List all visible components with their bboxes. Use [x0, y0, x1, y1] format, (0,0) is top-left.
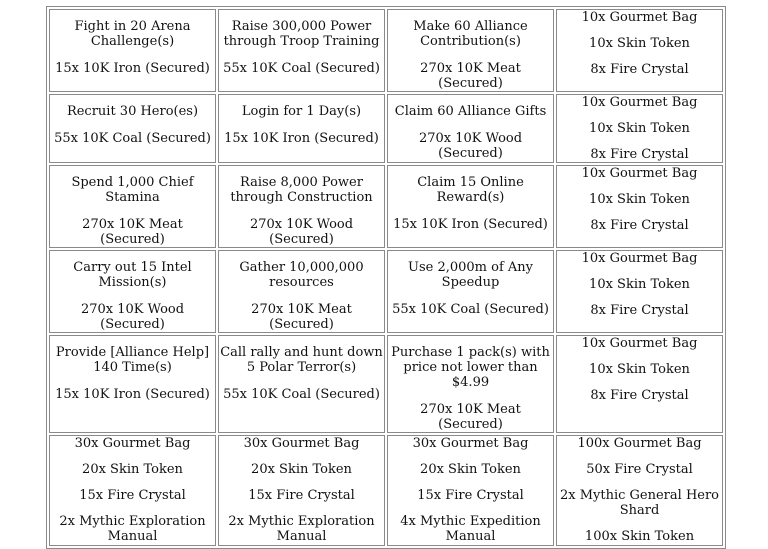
- task-prize: 270x 10K Wood (Secured): [418, 131, 523, 161]
- task-prize: 55x 10K Coal (Secured): [392, 302, 549, 317]
- task-prize: 15x 10K Iron (Secured): [393, 217, 548, 232]
- task-title: Fight in 20 Arena Challenge(s): [74, 19, 191, 49]
- task-title: Carry out 15 Intel Mission(s): [73, 260, 192, 290]
- task-title: Recruit 30 Hero(es): [66, 104, 199, 119]
- task-prize: 270x 10K Wood (Secured): [80, 302, 185, 332]
- task-cell: [218, 250, 385, 333]
- reward-item: 15x Fire Crystal: [417, 488, 524, 503]
- task-title: Spend 1,000 Chief Stamina: [71, 175, 194, 205]
- reward-item: 10x Skin Token: [589, 277, 690, 292]
- rewards-grid: [46, 6, 726, 549]
- task-cell: [218, 9, 385, 92]
- reward-item: 4x Mythic Expedition Manual: [400, 514, 541, 544]
- reward-item: 8x Fire Crystal: [590, 303, 689, 318]
- task-cell: [49, 9, 216, 92]
- row-reward-cell: [556, 250, 723, 333]
- task-title: Gather 10,000,000 resources: [239, 260, 364, 290]
- reward-item: 10x Gourmet Bag: [581, 95, 698, 110]
- reward-item: 8x Fire Crystal: [590, 388, 689, 403]
- task-prize: 270x 10K Meat (Secured): [82, 217, 183, 247]
- reward-item: 100x Gourmet Bag: [577, 436, 702, 451]
- task-cell: [49, 335, 216, 433]
- task-cell: [49, 250, 216, 333]
- task-prize: 270x 10K Meat (Secured): [251, 302, 352, 332]
- task-cell: [218, 335, 385, 433]
- task-cell: [387, 250, 554, 333]
- reward-item: 2x Mythic Exploration Manual: [228, 514, 375, 544]
- reward-item: 30x Gourmet Bag: [74, 436, 191, 451]
- task-title: Make 60 Alliance Contribution(s): [413, 19, 528, 49]
- task-cell: [49, 165, 216, 248]
- reward-item: 8x Fire Crystal: [590, 147, 689, 162]
- reward-item: 10x Gourmet Bag: [581, 336, 698, 351]
- reward-item: 10x Skin Token: [589, 121, 690, 136]
- reward-item: 8x Fire Crystal: [590, 62, 689, 77]
- reward-item: 20x Skin Token: [82, 462, 183, 477]
- reward-item: 20x Skin Token: [420, 462, 521, 477]
- row-reward-cell: [556, 335, 723, 433]
- task-title: Call rally and hunt down 5 Polar Terror(s): [220, 345, 383, 375]
- task-title: Use 2,000m of Any Speedup: [407, 260, 533, 290]
- task-prize: 15x 10K Iron (Secured): [224, 131, 379, 146]
- grand-reward-cell: [556, 435, 723, 546]
- reward-item: 10x Gourmet Bag: [581, 10, 698, 25]
- task-row: [49, 250, 723, 333]
- task-prize: 270x 10K Meat (Secured): [420, 402, 521, 432]
- task-prize: 55x 10K Coal (Secured): [54, 131, 211, 146]
- task-title: Claim 15 Online Reward(s): [417, 175, 524, 205]
- task-cell: [218, 165, 385, 248]
- task-prize: 55x 10K Coal (Secured): [223, 387, 380, 402]
- reward-item: 30x Gourmet Bag: [243, 436, 360, 451]
- column-reward-cell: [218, 435, 385, 546]
- reward-item: 2x Mythic Exploration Manual: [59, 514, 206, 544]
- task-cell: [387, 94, 554, 163]
- task-cell: [49, 94, 216, 163]
- reward-item: 10x Gourmet Bag: [581, 251, 698, 266]
- task-row: [49, 9, 723, 92]
- task-cell: [387, 9, 554, 92]
- row-reward-cell: [556, 94, 723, 163]
- reward-item: 20x Skin Token: [251, 462, 352, 477]
- reward-item: 8x Fire Crystal: [590, 218, 689, 233]
- task-row: [49, 94, 723, 163]
- reward-item: 10x Gourmet Bag: [581, 166, 698, 181]
- task-prize: 15x 10K Iron (Secured): [55, 387, 210, 402]
- task-row: [49, 165, 723, 248]
- task-title: Login for 1 Day(s): [241, 104, 362, 119]
- reward-item: 15x Fire Crystal: [248, 488, 355, 503]
- reward-item: 10x Skin Token: [589, 36, 690, 51]
- task-prize: 270x 10K Meat (Secured): [420, 61, 521, 91]
- task-title: Purchase 1 pack(s) with price not lower than $4.99: [391, 345, 550, 390]
- reward-item: 50x Fire Crystal: [586, 462, 693, 477]
- task-row: [49, 335, 723, 433]
- row-reward-cell: [556, 165, 723, 248]
- task-prize: 270x 10K Wood (Secured): [249, 217, 354, 247]
- task-title: Raise 8,000 Power through Construction: [230, 175, 373, 205]
- column-reward-row: [49, 435, 723, 546]
- reward-item: 30x Gourmet Bag: [412, 436, 529, 451]
- task-title: Claim 60 Alliance Gifts: [394, 104, 547, 119]
- task-prize: 15x 10K Iron (Secured): [55, 61, 210, 76]
- reward-item: 2x Mythic General Hero Shard: [559, 488, 720, 518]
- reward-item: 10x Skin Token: [589, 362, 690, 377]
- reward-item: 100x Skin Token: [584, 529, 695, 544]
- reward-item: 10x Skin Token: [589, 192, 690, 207]
- task-title: Raise 300,000 Power through Troop Training: [223, 19, 380, 49]
- task-prize: 55x 10K Coal (Secured): [223, 61, 380, 76]
- column-reward-cell: [49, 435, 216, 546]
- task-title: Provide [Alliance Help] 140 Time(s): [55, 345, 210, 375]
- column-reward-cell: [387, 435, 554, 546]
- row-reward-cell: [556, 9, 723, 92]
- task-cell: [218, 94, 385, 163]
- task-cell: [387, 165, 554, 248]
- task-cell: [387, 335, 554, 433]
- reward-item: 15x Fire Crystal: [79, 488, 186, 503]
